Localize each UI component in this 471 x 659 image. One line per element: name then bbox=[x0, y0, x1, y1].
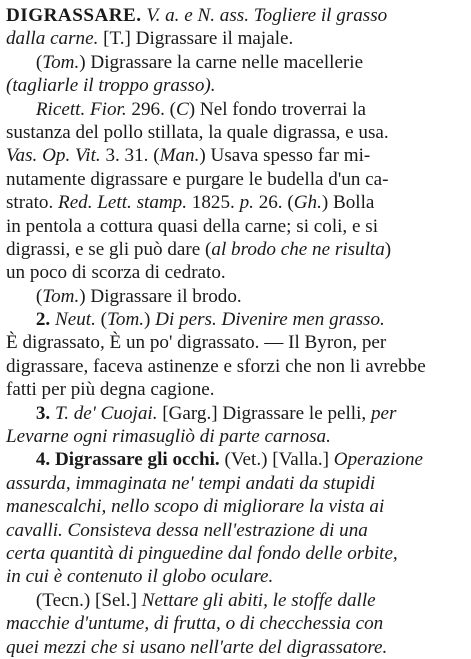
entry-line bbox=[6, 495, 464, 518]
text-segment: in cui è contenuto il globo oculare. bbox=[6, 566, 274, 588]
text-segment: sustanza del pollo stillata, la quale digrassa, e usa. bbox=[6, 121, 389, 143]
text-segment: Vas. Op. Vit. bbox=[6, 145, 101, 167]
text-segment: cavalli. Consisteva dessa nell'estrazione di una bbox=[6, 519, 368, 541]
text-segment: (tagliarle il troppo grasso). bbox=[6, 75, 216, 97]
text-segment: ) bbox=[144, 309, 156, 331]
text-segment: 2. bbox=[35, 309, 55, 331]
text-segment: DIGRASSARE. bbox=[6, 5, 142, 26]
text-segment: Nettare gli abiti, le stoffe dalle bbox=[141, 589, 376, 611]
text-segment: al brodo che ne risulta bbox=[211, 238, 385, 260]
entry-line bbox=[6, 168, 464, 191]
entry-line bbox=[6, 74, 464, 97]
text-segment: p. bbox=[239, 192, 254, 214]
text-segment: (Tecn.) [Sel.] bbox=[35, 589, 142, 611]
text-segment: Ricett. Fior. bbox=[35, 98, 127, 120]
entry-line bbox=[6, 448, 464, 471]
text-segment: ) Digrassare il brodo. bbox=[79, 285, 242, 307]
text-segment: ( bbox=[35, 285, 43, 307]
text-segment: Tom. bbox=[42, 285, 80, 307]
text-segment: ( bbox=[35, 51, 43, 73]
entry-line bbox=[6, 636, 464, 659]
text-segment: digrassare, faceva astinenze e sforzi che non li avrebbe bbox=[6, 355, 426, 377]
text-segment: È digrassato, È un po' digrassato. — Il Byron, per bbox=[6, 332, 387, 354]
text-segment: ( bbox=[95, 309, 108, 331]
text-segment: assurda, immaginata ne' tempi andati da stupidi bbox=[6, 472, 376, 494]
text-segment: ) Usava spesso far mi- bbox=[199, 145, 371, 167]
text-segment: 26. ( bbox=[253, 192, 294, 214]
text-segment: 1825. bbox=[187, 192, 240, 214]
text-segment: strato. bbox=[6, 192, 59, 214]
text-segment: Operazione bbox=[333, 449, 423, 471]
entry-line bbox=[6, 542, 464, 565]
text-segment: certa quantità di pinguedine dal fondo delle orbite, bbox=[6, 542, 398, 564]
text-segment: nutamente digrassare e purgare le budella d'un ca- bbox=[6, 168, 389, 190]
entry-line bbox=[6, 425, 464, 448]
text-segment: V. a. e N. ass. Togliere il grasso bbox=[146, 5, 388, 26]
text-segment: quei mezzi che si usano nell'arte del digrassatore. bbox=[6, 636, 388, 658]
dictionary-entry bbox=[6, 4, 466, 659]
text-segment: (Vet.) [Valla.] bbox=[219, 449, 334, 471]
text-segment: Gh. bbox=[293, 192, 322, 214]
entry-line bbox=[6, 331, 464, 354]
text-segment: ) Nel fondo troverrai la bbox=[188, 98, 367, 120]
text-segment: 296. ( bbox=[126, 98, 177, 120]
entry-line bbox=[6, 402, 464, 425]
text-segment: Man. bbox=[159, 145, 200, 167]
entry-line bbox=[6, 285, 464, 308]
text-segment: T. de' Cuojai. bbox=[54, 402, 158, 424]
text-segment: Levarne ogni rimasugliò di parte carnosa. bbox=[6, 426, 331, 448]
entry-line bbox=[6, 121, 464, 144]
entry-line bbox=[6, 472, 464, 495]
text-segment: ) Bolla bbox=[321, 192, 375, 214]
text-segment: [Garg.] Digrassare le pelli, bbox=[157, 402, 371, 424]
text-segment: in pentola a cottura quasi della carne; si coli, e si bbox=[6, 215, 379, 237]
text-segment: dalla carne. bbox=[6, 28, 99, 50]
entry-line bbox=[6, 27, 464, 50]
text-segment: fatti per più degna cagione. bbox=[6, 379, 215, 401]
text-segment: Tom. bbox=[42, 51, 80, 73]
text-segment: 3. bbox=[35, 402, 55, 424]
text-segment: digrassi, e se gli può dare ( bbox=[6, 238, 212, 260]
text-segment: Tom. bbox=[107, 309, 145, 331]
entry-line bbox=[6, 4, 464, 27]
entry-line bbox=[6, 378, 464, 401]
text-segment: manescalchi, nello scopo di migliorare la vista ai bbox=[6, 496, 385, 518]
entry-line bbox=[6, 565, 464, 588]
text-segment: ) Digrassare la carne nelle macellerie bbox=[79, 51, 364, 73]
entry-line bbox=[6, 51, 464, 74]
text-segment: ) bbox=[384, 238, 392, 260]
entry-line bbox=[6, 355, 464, 378]
entry-line bbox=[6, 238, 464, 261]
text-segment: un poco di scorza di cedrato. bbox=[6, 262, 226, 284]
entry-line bbox=[6, 261, 464, 284]
entry-line bbox=[6, 589, 464, 612]
entry-line bbox=[6, 98, 464, 121]
entry-line bbox=[6, 191, 464, 214]
entry-line bbox=[6, 519, 464, 542]
text-segment: [T.] Digrassare il majale. bbox=[98, 28, 294, 50]
entry-line bbox=[6, 215, 464, 238]
entry-line bbox=[6, 308, 464, 331]
text-segment: per bbox=[370, 402, 397, 424]
text-segment: 3. 31. ( bbox=[100, 145, 160, 167]
text-segment: Neut. bbox=[54, 309, 96, 331]
text-segment: macchie d'untume, di frutta, o di checchessia con bbox=[6, 613, 384, 635]
text-segment: Red. Lett. stamp. bbox=[58, 192, 188, 214]
text-segment: 4. Digrassare gli occhi. bbox=[35, 449, 220, 471]
entry-line bbox=[6, 144, 464, 167]
entry-line bbox=[6, 612, 464, 635]
text-segment: Di pers. Divenire men grasso. bbox=[155, 309, 385, 331]
text-segment: C bbox=[176, 98, 189, 120]
